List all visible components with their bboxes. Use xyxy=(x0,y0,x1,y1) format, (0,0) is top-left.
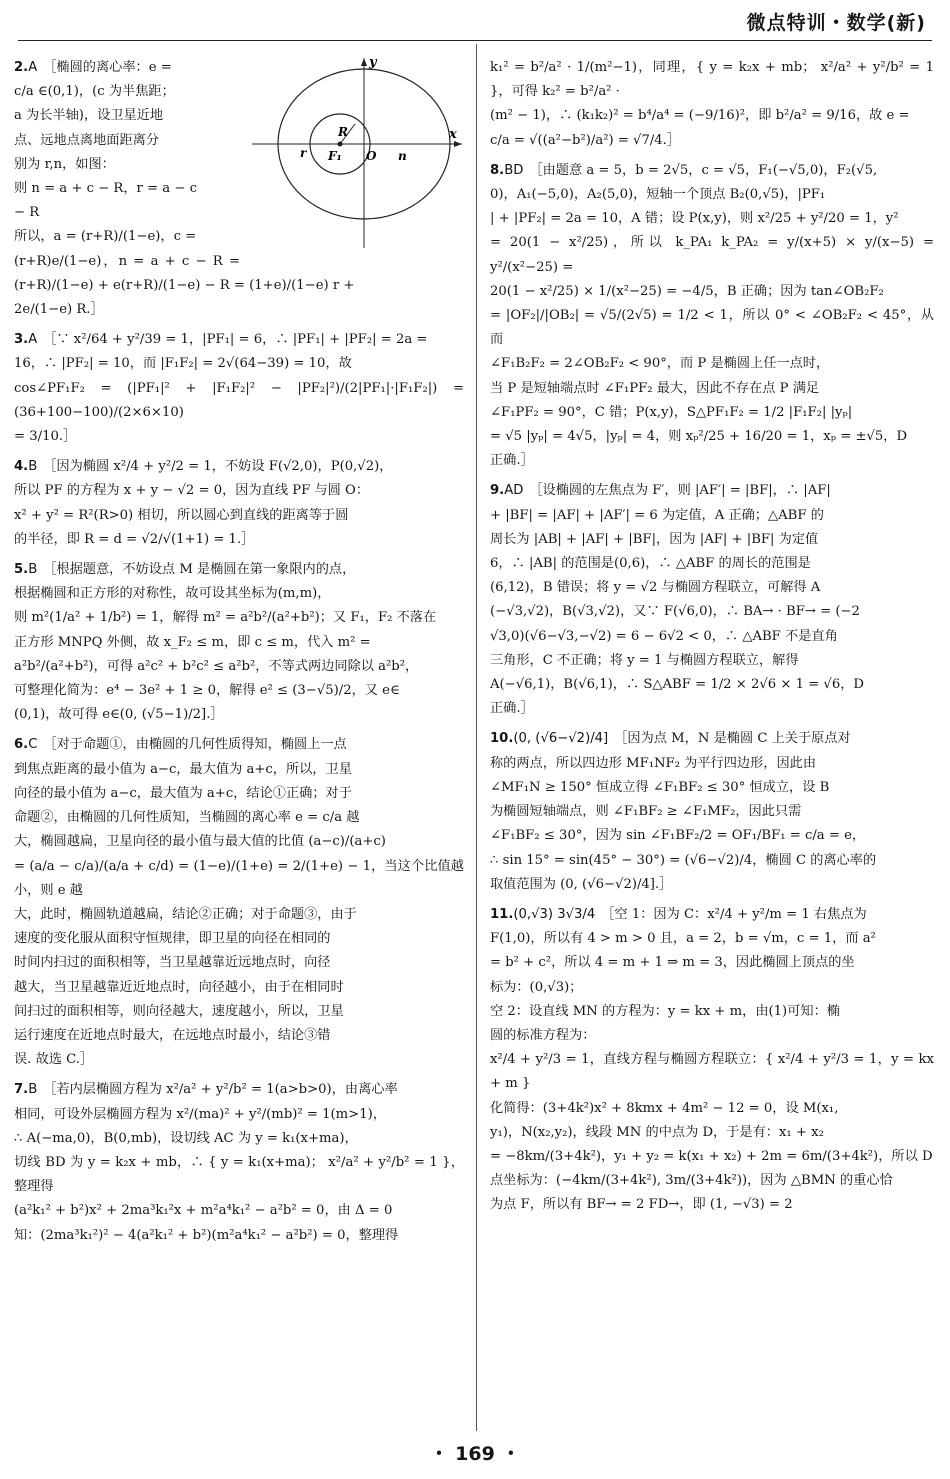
text-line: 大，此时，椭圆轨道越扁，结论②正确；对于命题③，由于 xyxy=(14,906,357,922)
item-answer: A xyxy=(28,60,38,75)
text-line: 点、远地点离地面距离分 xyxy=(14,132,160,148)
solution-2 xyxy=(14,56,464,322)
item-number: 2. xyxy=(14,60,29,75)
text-line: 则 n = a + c − R，r = a − c xyxy=(14,181,197,197)
text-line: (a²k₁² + b²)x² + 2ma³k₁²x + m²a⁴k₁² − a²b² = 0，由 Δ = 0 xyxy=(14,1203,393,1219)
text-line: 当 P 是短轴端点时 ∠F₁PF₂ 最大，因此不存在点 P 满足 xyxy=(490,380,820,396)
text-line: 越大，当卫星越靠近近地点时，向径越小，由于在相同时 xyxy=(14,979,344,995)
y-axis-arrow xyxy=(361,58,367,66)
item-answer: (0,√3) 3√3/4 xyxy=(513,906,596,922)
text-line: 知：(2ma³k₁²)² − 4(a²k₁² + b²)(m²a⁴k₁² − a²b²) = 0，整理得 xyxy=(14,1227,399,1243)
left-column xyxy=(14,56,464,1254)
text-line: x² + y² = R²(R>0) 相切，所以圆心到直线的距离等于圆 xyxy=(14,507,349,523)
text-line: 的半径，即 R = d = √2/√(1+1) = 1.］ xyxy=(14,531,255,547)
text-line: 取值范围为 (0, (√6−√2)/4].］ xyxy=(490,876,673,892)
text-line: ［因为椭圆 x²/4 + y²/2 = 1，不妨设 F(√2,0)，P(0,√2)， xyxy=(43,459,393,475)
text-line: (m² − 1)，∴ (k₁k₂)² = b⁴/a⁴ = (−9/16)²，即 b²/a² = 9/16，故 e = xyxy=(490,108,910,124)
text-line: ∠F₁BF₂ ≤ 30°，因为 sin ∠F₁BF₂/2 = OF₁/BF₁ = c/a = e， xyxy=(490,828,866,844)
text-line: 则 m²(1/a² + 1/b²) = 1，解得 m² = a²b²/(a²+b²)；又 F₁，F₂ 不落在 xyxy=(14,610,437,626)
text-line: = −8km/(3+4k²)，y₁ + y₂ = k(x₁ + x₂) + 2m = 6m/(3+4k²)，所以 D xyxy=(490,1148,933,1164)
solution-7-continued xyxy=(490,56,934,153)
text-line: 速度的变化服从面积守恒规律，即卫星的向径在相同的 xyxy=(14,931,331,947)
header-rule xyxy=(18,40,932,41)
item-answer: B xyxy=(28,1082,38,1098)
text-line: y₁)，N(x₂,y₂)，线段 MN 的中点为 D，于是有：x₁ + x₂ xyxy=(490,1124,824,1140)
text-line: (−√3,√2)，B(√3,√2)，又∵ F(√6,0)，∴ BA→ · BF→ = (−2 xyxy=(490,604,860,620)
text-line: 6，∴ |AB| 的范围是(0,6)，∴ △ABF 的周长的范围是 xyxy=(490,556,811,572)
y-axis-label: y xyxy=(369,55,377,70)
text-line: 点坐标为：(−4km/(3+4k²), 3m/(3+4k²))，因为 △BMN 的重心恰 xyxy=(490,1173,893,1189)
text-line: | + |PF₂| = 2a = 10，A 错；设 P(x,y)，则 x²/25 + y²/20 = 1，y² xyxy=(490,211,899,227)
text-line: 周长为 |AB| + |AF| + |BF|，因为 |AF| + |BF| 为定值 xyxy=(490,531,819,547)
text-line: 可整理化简为：e⁴ − 3e² + 1 ≥ 0，解得 e² ≤ (3−√5)/2，又 e∈ xyxy=(14,683,400,699)
text-line: 三角形，C 不正确；将 y = 1 与椭圆方程联立，解得 xyxy=(490,652,799,668)
text-line: 空 2：设直线 MN 的方程为：y = kx + m，由(1)可知：椭 xyxy=(490,1003,840,1019)
text-line: ［由题意 a = 5，b = 2√5，c = √5，F₁(−√5,0)，F₂(√5, xyxy=(529,162,878,178)
item-number: 10. xyxy=(490,731,514,747)
solution-11 xyxy=(490,903,934,1218)
text-line: + |BF| = |AF| + |AF′| = 6 为定值，A 正确；△ABF 的 xyxy=(490,507,824,523)
page-number: ・ 169 ・ xyxy=(429,1443,521,1465)
text-line: k₁² = b²/a² · 1/(m²−1)，同理，{ y = k₂x + mb； x²/a² + y²/b² = 1 }，可得 k₂² = b²/a² · xyxy=(490,60,934,100)
text-line: (6,12)，B 错误；将 y = √2 与椭圆方程联立，可解得 A xyxy=(490,580,821,596)
text-line: 大，椭圆越扁，卫星向径的最小值与最大值的比值 (a−c)/(a+c) xyxy=(14,834,386,850)
text-line: (0,1)，故可得 e∈(0, (√5−1)/2].］ xyxy=(14,707,224,723)
page-header-title: 微点特训・数学(新) xyxy=(746,12,926,34)
item-number: 6. xyxy=(14,737,29,753)
solution-6 xyxy=(14,733,464,1072)
text-line: ∠F₁B₂F₂ = 2∠OB₂F₂ < 90°，而 P 是椭圆上任一点时， xyxy=(490,356,830,372)
item-number: 8. xyxy=(490,162,505,178)
solution-10 xyxy=(490,727,934,896)
label-O: O xyxy=(366,149,377,163)
text-line: (r+R)e/(1−e)，n = a + c − R = (r+R)/(1−e) + e(r+R)/(1−e) − R = (1+e)/(1−e) r + xyxy=(14,253,355,293)
text-line: = b² + c²，所以 4 = m + 1 ⇒ m = 3，因此椭圆上顶点的坐 xyxy=(490,955,855,971)
text-line: 20(1 − x²/25) × 1/(x²−25) = −4/5，B 正确；因为 tan∠OB₂F₂ xyxy=(490,283,884,299)
text-line: 根据椭圆和正方形的对称性，故可设其坐标为(m,m)， xyxy=(14,586,331,602)
label-r: r xyxy=(300,146,307,160)
text-line: 命题②，由椭圆的几何性质知，当椭圆的离心率 e = c/a 越 xyxy=(14,810,360,826)
item-answer: BD xyxy=(504,162,524,178)
label-n: n xyxy=(398,149,407,163)
item-number: 11. xyxy=(490,906,514,922)
text-line: 为点 F，所以有 BF→ = 2 FD→，即 (1, −√3) = 2 xyxy=(490,1197,793,1213)
solution-5 xyxy=(14,558,464,727)
text-line: = 3/10.］ xyxy=(14,429,77,445)
text-line: 标为：(0,√3)； xyxy=(490,979,583,995)
item-number: 5. xyxy=(14,562,29,578)
item-answer: C xyxy=(28,737,38,753)
item-answer: A xyxy=(28,332,38,348)
text-line: ［椭圆的离心率：e = xyxy=(43,60,172,75)
text-line: ［设椭圆的左焦点为 F′，则 |AF′| = |BF|，∴ |AF| xyxy=(529,483,831,499)
text-line: 相同，可设外层椭圆方程为 x²/(ma)² + y²/(mb)² = 1(m>1)， xyxy=(14,1106,386,1122)
solution-3 xyxy=(14,328,464,449)
text-line: = √5 |yₚ| = 4√5，|yₚ| = 4，则 xₚ²/25 + 16/20 = 1，xₚ = ±√5，D xyxy=(490,429,908,445)
text-line: 正方形 MNPQ 外侧，故 x_F₂ ≤ m，即 c ≤ m，代入 m² = xyxy=(14,634,371,650)
text-line: 所以，a = (r+R)/(1−e)，c = xyxy=(14,229,197,245)
text-line: 16，∴ |PF₂| = 10，而 |F₁F₂| = 2√(64−39) = 10，故 xyxy=(14,356,352,372)
text-line: x²/4 + y²/3 = 1，直线方程与椭圆方程联立：{ x²/4 + y²/3 = 1，y = kx + m } xyxy=(490,1052,934,1092)
text-line: 间扫过的面积相等，则向径越大，速度越小，所以，卫星 xyxy=(14,1003,344,1019)
item-answer: B xyxy=(28,459,38,475)
text-line: 所以 PF 的方程为 x + y − √2 = 0，因为直线 PF 与圆 O： xyxy=(14,483,370,499)
text-line: ［若内层椭圆方程为 x²/a² + y²/b² = 1(a>b>0)，由离心率 xyxy=(43,1082,398,1098)
solution-4 xyxy=(14,455,464,552)
text-line: ［对于命题①，由椭圆的几何性质得知，椭圆上一点 xyxy=(43,737,347,753)
item-number: 7. xyxy=(14,1082,29,1098)
text-line: ［∵ x²/64 + y²/39 = 1，|PF₁| = 6，∴ |PF₁| + |PF₂| = 2a = xyxy=(43,332,428,348)
text-line: ∠F₁PF₂ = 90°，C 错；P(x,y)，S△PF₁F₂ = 1/2 |F₁F₂| |yₚ| xyxy=(490,404,853,420)
text-line: = (a/a − c/a)/(a/a + c/d) = (1−e)/(1+e) = 2/(1+e) − 1，当这个比值越小，则 e 越 xyxy=(14,858,464,898)
text-line: 圆的标准方程为： xyxy=(490,1027,596,1043)
item-number: 3. xyxy=(14,332,29,348)
label-F1: F₁ xyxy=(328,149,342,163)
text-line: 2e/(1−e) R.］ xyxy=(14,302,104,318)
item-answer: AD xyxy=(504,483,524,499)
text-line: 正确.］ xyxy=(490,453,534,469)
text-line: ∴ sin 15° = sin(45° − 30°) = (√6−√2)/4，椭圆 C 的离心率的 xyxy=(490,852,877,868)
text-line: = |OF₂|/|OB₂| = √5/(2√5) = 1/2 < 1，所以 0° < ∠OB₂F₂ < 45°，从而 xyxy=(490,308,934,348)
text-line: 0)，A₁(−5,0)，A₂(5,0)，短轴一个顶点 B₂(0,√5)，|PF₁ xyxy=(490,187,826,203)
text-line: 运行速度在近地点时最大，在远地点时最小，结论③错 xyxy=(14,1027,331,1043)
text-line: 误. 故选 C.］ xyxy=(14,1052,94,1068)
text-line: ［因为点 M，N 是椭圆 C 上关于原点对 xyxy=(614,731,851,747)
text-line: ∠MF₁N ≥ 150° 恒成立得 ∠F₁BF₂ ≤ 30° 恒成立，设 B xyxy=(490,779,830,795)
column-divider xyxy=(476,44,477,1431)
text-line: − R xyxy=(14,205,40,221)
text-line: 化简得：(3+4k²)x² + 8kmx + 4m² − 12 = 0，设 M(x₁, xyxy=(490,1100,839,1116)
text-line: 向径的最小值为 a−c，最大值为 a+c，结论①正确；对于 xyxy=(14,785,352,801)
text-line: 切线 BD 为 y = k₂x + mb，∴ { y = k₁(x+ma)； x²/a² + y²/b² = 1 }，整理得 xyxy=(14,1154,464,1195)
text-line: F(1,0)，所以有 4 > m > 0 且，a = 2，b = √m，c = 1，而 a² xyxy=(490,931,876,947)
text-line: a²b²/(a²+b²)，可得 a²c² + b²c² ≤ a²b²，不等式两边同除以 a²b²， xyxy=(14,658,419,674)
item-number: 9. xyxy=(490,483,505,499)
text-line: 别为 r,n，如图： xyxy=(14,156,115,172)
text-line: 正确.］ xyxy=(490,701,534,717)
text-line: c/a ∈(0,1)，(c 为半焦距； xyxy=(14,84,175,100)
solution-8 xyxy=(490,159,934,474)
text-line: a 为长半轴)，设卫星近地 xyxy=(14,108,164,124)
text-line: 称的两点，所以四边形 MF₁NF₂ 为平行四边形，因此由 xyxy=(490,755,817,771)
item-answer: B xyxy=(28,562,38,578)
text-line: ∴ A(−ma,0)，B(0,mb)，设切线 AC 为 y = k₁(x+ma)， xyxy=(14,1130,358,1146)
text-line: A(−√6,1)，B(√6,1)，∴ S△ABF = 1/2 × 2√6 × 1 = √6，D xyxy=(490,677,864,693)
right-column xyxy=(490,56,934,1224)
text-line: ［空 1：因为 C：x²/4 + y²/m = 1 右焦点为 xyxy=(601,906,867,922)
item-answer: (0, (√6−√2)/4] xyxy=(513,731,609,747)
solution-7 xyxy=(14,1078,464,1247)
text-line: cos∠PF₁F₂ = (|PF₁|² + |F₁F₂|² − |PF₂|²)/(2|PF₁|·|F₁F₂|) = (36+100−100)/(2×6×10) xyxy=(14,380,464,420)
text-line: 到焦点距离的最小值为 a−c，最大值为 a+c，所以，卫星 xyxy=(14,761,352,777)
text-line: c/a = √((a²−b²)/a²) = √7/4.］ xyxy=(490,132,681,148)
ellipse-figure xyxy=(248,52,468,252)
solution-9 xyxy=(490,479,934,721)
text-line: 为椭圆短轴端点，则 ∠F₁BF₂ ≥ ∠F₁MF₂，因此只需 xyxy=(490,804,802,820)
text-line: ［根据题意，不妨设点 M 是椭圆在第一象限内的点， xyxy=(43,562,356,578)
text-line: √3,0)(√6−√3,−√2) = 6 − 6√2 < 0，∴ △ABF 不是直角 xyxy=(490,628,838,644)
text-line: = 20(1 − x²/25)，所以 k_PA₁ k_PA₂ = y/(x+5) × y/(x−5) = y²/(x²−25) = xyxy=(490,235,934,275)
label-R: R xyxy=(338,125,348,139)
text-line: 时间内扫过的面积相等，当卫星越靠近远地点时，向径 xyxy=(14,955,331,971)
x-axis-label: x xyxy=(449,127,457,142)
item-number: 4. xyxy=(14,459,29,475)
